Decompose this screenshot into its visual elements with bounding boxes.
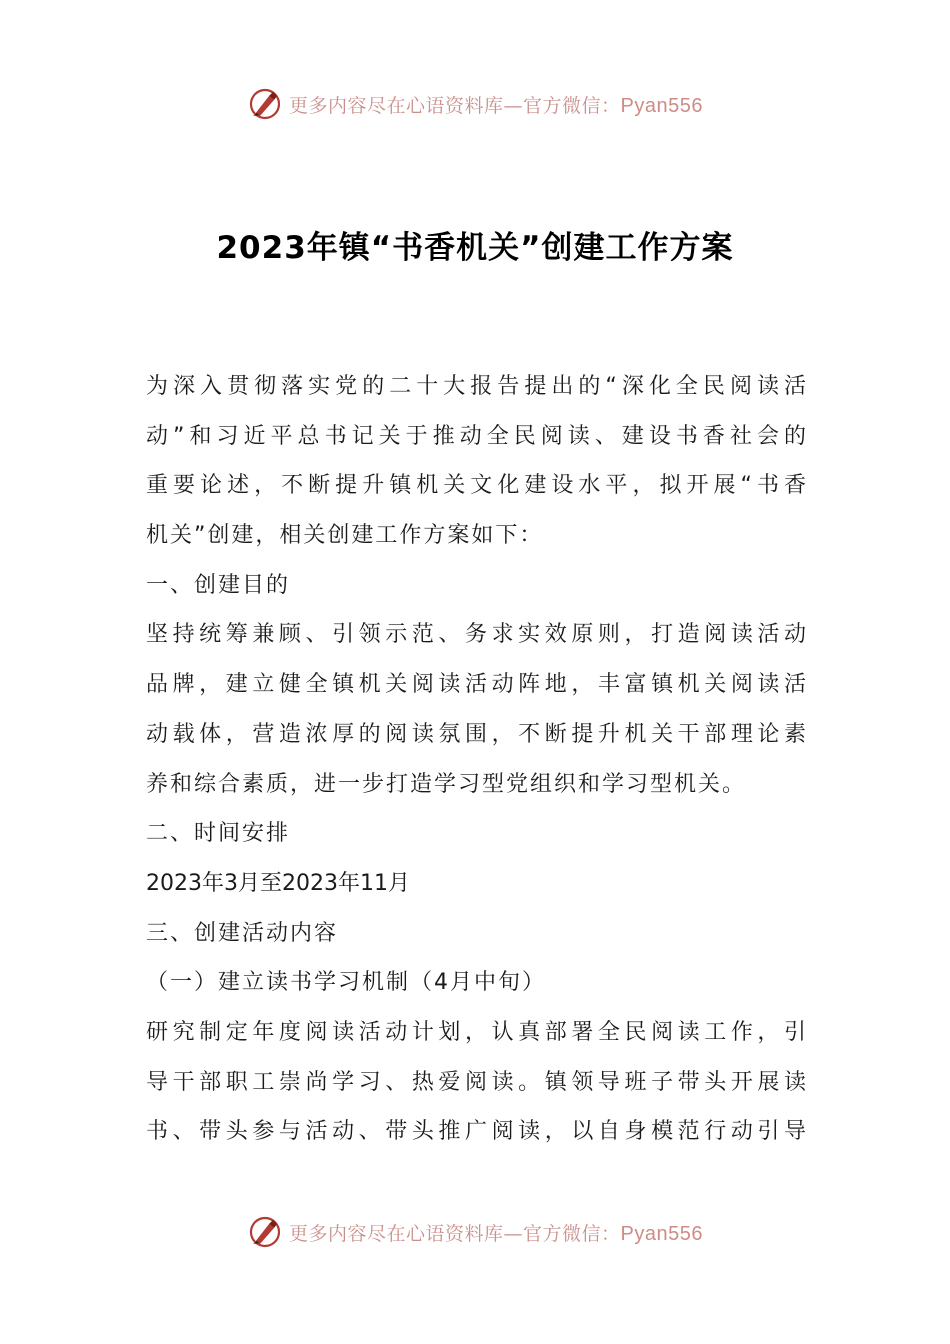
watermark-label: 更多内容尽在心语资料库—官方微信： [289,1222,621,1245]
body-line: 三、创建活动内容 [146,920,339,946]
watermark-footer [0,1212,950,1252]
body-line: 导干部职工崇尚学习、热爱阅读。镇领导班子带头开展读 [146,1069,806,1095]
watermark-wechat-id: Pyan556 [620,1222,703,1245]
body-line: 养和综合素质，进一步打造学习型党组织和学习型机关。 [146,771,747,797]
body-line: 动载体，营造浓厚的阅读氛围，不断提升机关干部理论素 [146,721,806,747]
body-line: 为深入贯彻落实党的二十大报告提出的“深化全民阅读活 [146,374,806,399]
body-line: 品牌，建立健全镇机关阅读活动阵地，丰富镇机关阅读活 [146,672,806,698]
body-line: 坚持统筹兼顾、引领示范、务求实效原则，打造阅读活动 [146,622,806,648]
body-line: 机关”创建，相关创建工作方案如下： [146,523,544,549]
watermark-text [289,91,703,118]
watermark-text [289,1219,703,1246]
body-line: 研究制定年度阅读活动计划，认真部署全民阅读工作，引 [146,1019,806,1045]
watermark-header [0,84,950,124]
pen-nib-logo-icon [247,86,283,122]
body-line: （一）建立读书学习机制（4月中旬） [146,970,546,996]
watermark-wechat-id: Pyan556 [620,94,703,117]
body-line: 二、时间安排 [146,821,291,847]
pen-nib-logo-icon [247,1214,283,1250]
watermark-label: 更多内容尽在心语资料库—官方微信： [289,94,621,117]
body-line: 一、创建目的 [146,572,291,598]
body-line: 重要论述，不断提升镇机关文化建设水平，拟开展“书香 [146,473,806,499]
body-line: 书、带头参与活动、带头推广阅读，以自身模范行动引导 [146,1119,806,1145]
body-line: 2023年3月至2023年11月 [146,870,410,896]
document-title: 2023年镇“书香机关”创建工作方案 [216,230,734,266]
document-body [146,362,806,1157]
body-line: 动”和习近平总书记关于推动全民阅读、建设书香社会的 [146,423,806,449]
